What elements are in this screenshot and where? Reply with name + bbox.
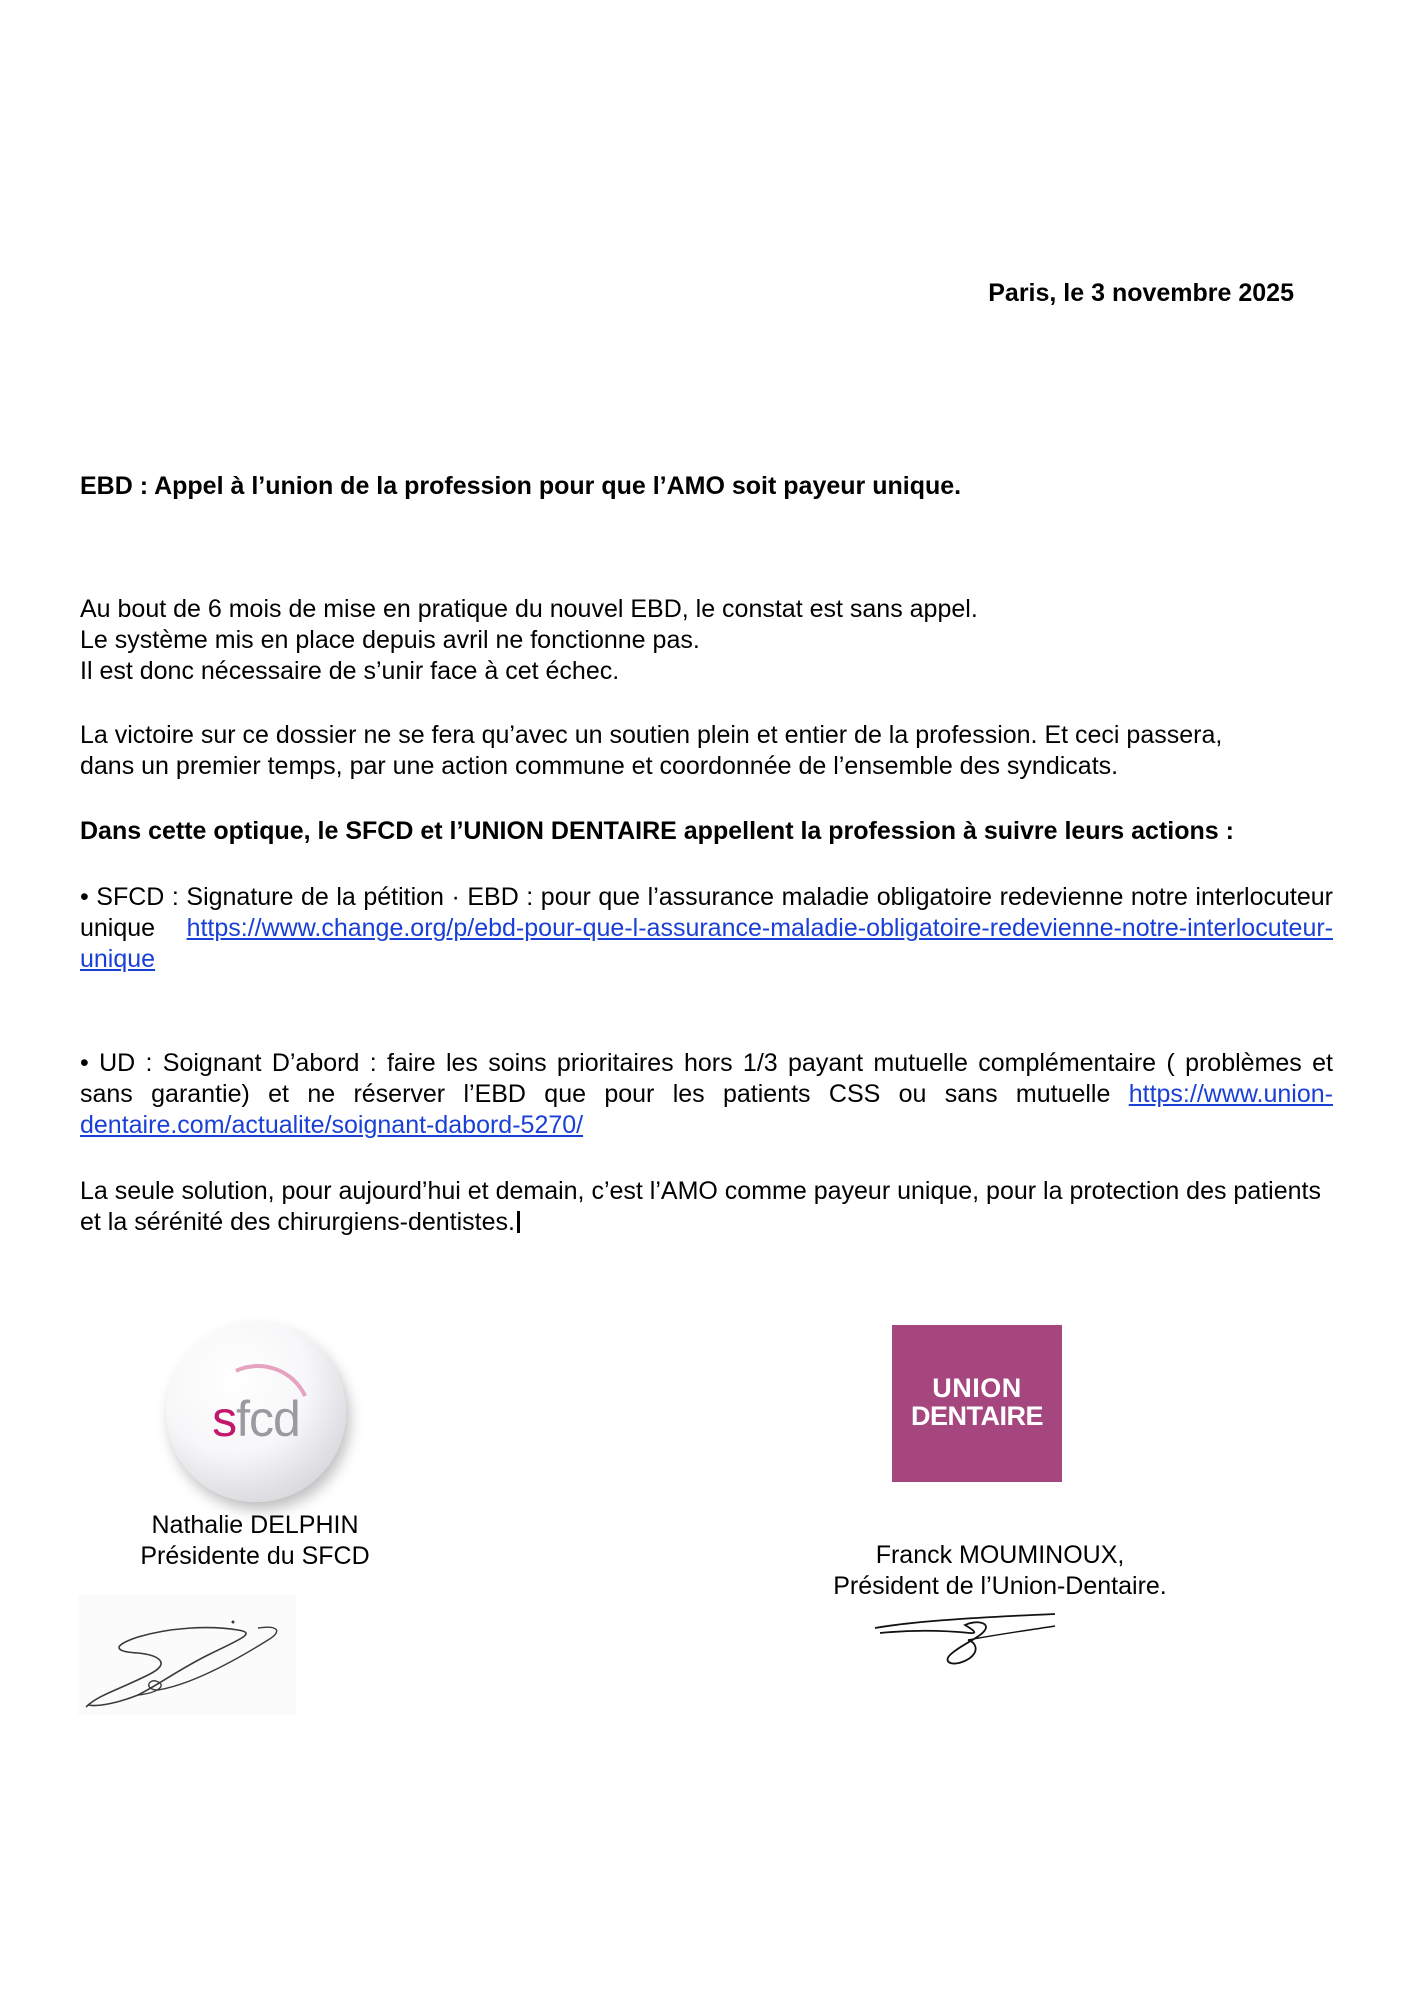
action-ud bbox=[80, 1048, 1333, 1141]
paragraph-victory bbox=[80, 720, 1333, 782]
ud-logo-line2: DENTAIRE bbox=[910, 1401, 1043, 1431]
letter-date: Paris, le 3 novembre 2025 bbox=[988, 279, 1294, 307]
letter-subject: EBD : Appel à l’union de la profession pour que l’AMO soit payeur unique. bbox=[80, 472, 962, 500]
union-dentaire-logo bbox=[892, 1325, 1062, 1482]
action-sfcd bbox=[80, 882, 1333, 975]
action-sfcd-text: • SFCD : Signature de la pétition · EBD : pour que l’assurance maladie obligatoire redevienne notre interlocuteur unique bbox=[80, 883, 1333, 942]
signature-delphin-icon bbox=[78, 1595, 296, 1715]
paragraph-intro bbox=[80, 594, 1333, 687]
signature-mouminoux-icon bbox=[870, 1600, 1060, 1680]
signatory-title: Présidente du SFCD bbox=[140, 1542, 370, 1570]
petition-link[interactable]: https://www.change.org/p/ebd-pour-que-l-assurance-maladie-obligatoire-redevienne-notre-interlocuteur-unique bbox=[80, 914, 1333, 973]
ud-logo-line1: UNION bbox=[932, 1373, 1022, 1403]
paragraph-line: Le système mis en place depuis avril ne fonctionne pas. bbox=[80, 626, 700, 654]
sfcd-logo bbox=[166, 1322, 346, 1502]
text-cursor bbox=[517, 1211, 520, 1233]
signatory-name: Nathalie DELPHIN bbox=[151, 1511, 359, 1539]
sfcd-logo-text: sfcd bbox=[212, 1391, 300, 1447]
paragraph-conclusion bbox=[80, 1176, 1333, 1238]
paragraph-line: dans un premier temps, par une action commune et coordonnée de l’ensemble des syndicats. bbox=[80, 752, 1119, 780]
conclusion-text: La seule solution, pour aujourd’hui et demain, c’est l’AMO comme payeur unique, pour la protection des patients et la sérénité des chirurgiens-dentistes. bbox=[80, 1177, 1321, 1236]
signatory-name: Franck MOUMINOUX, bbox=[875, 1541, 1125, 1569]
paragraph-line: Au bout de 6 mois de mise en pratique du nouvel EBD, le constat est sans appel. bbox=[80, 595, 978, 623]
signatory-left bbox=[100, 1510, 410, 1572]
signatory-title: Président de l’Union-Dentaire. bbox=[833, 1572, 1167, 1600]
paragraph-call-to-action: Dans cette optique, le SFCD et l’UNION DENTAIRE appellent la profession à suivre leurs actions : bbox=[80, 817, 1234, 845]
soignant-dabord-link[interactable]: https://www.union-dentaire.com/actualite/soignant-dabord-5270/ bbox=[80, 1080, 1333, 1139]
paragraph-line: La victoire sur ce dossier ne se fera qu’avec un soutien plein et entier de la profession. Et ceci passera, bbox=[80, 721, 1223, 749]
signatory-right bbox=[780, 1540, 1220, 1602]
action-ud-text: • UD : Soignant D’abord : faire les soins prioritaires hors 1/3 payant mutuelle complémentaire ( problèmes et sans garantie) et ne réserver l’EBD que pour les patients CSS ou sans mutuelle bbox=[80, 1049, 1333, 1108]
paragraph-line: Il est donc nécessaire de s’unir face à cet échec. bbox=[80, 657, 620, 685]
